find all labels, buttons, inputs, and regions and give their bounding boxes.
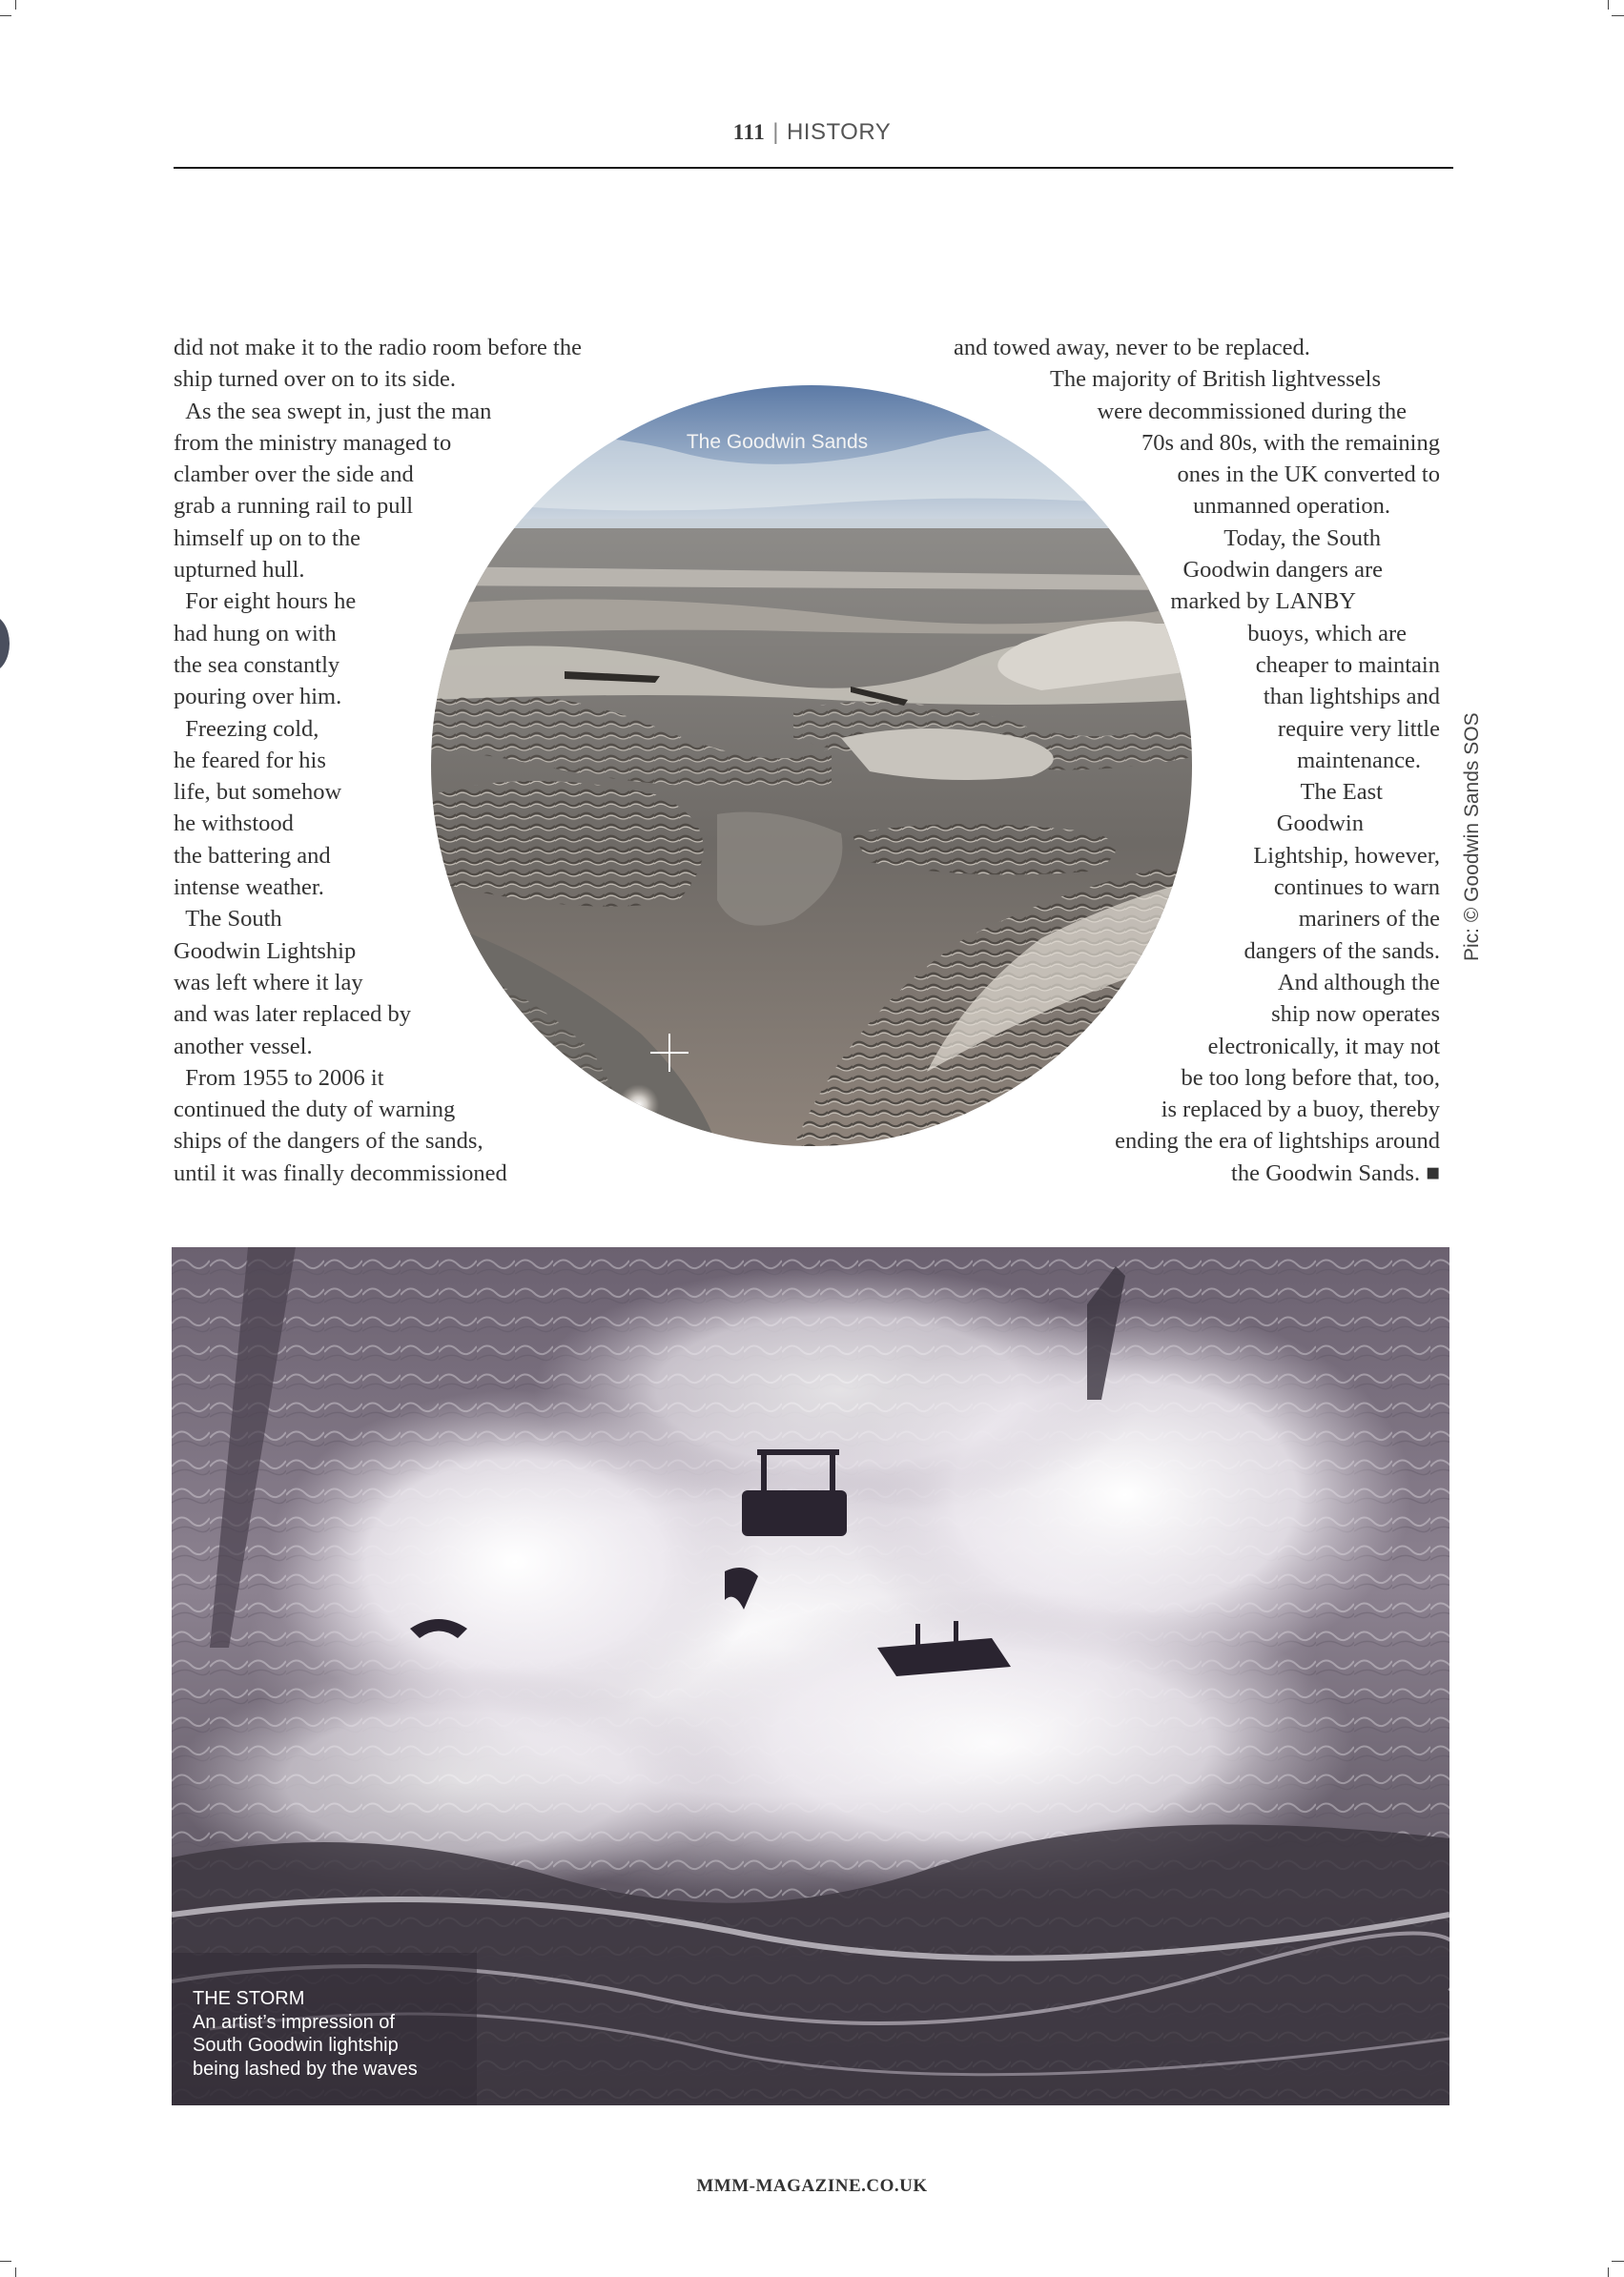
text-line: himself up on to the [174, 524, 360, 551]
text-line: As the sea swept in, just the man [174, 398, 492, 424]
text-line: had hung on with [174, 620, 337, 646]
text-line: and was later replaced by [174, 1001, 411, 1028]
photo-credit: Pic: © Goodwin Sands SOS [1461, 712, 1483, 961]
text-line: 70s and 80s, with the remaining [1141, 429, 1440, 456]
text-line: marked by LANBY [1170, 588, 1356, 615]
text-line: be too long before that, too, [1181, 1064, 1440, 1091]
sands-illustration [431, 385, 1192, 1146]
text-line: Today, the South [1223, 524, 1381, 551]
text-line: Freezing cold, [174, 715, 319, 742]
photo-label: The Goodwin Sands [686, 431, 869, 453]
text-line: electronically, it may not [1207, 1033, 1440, 1059]
text-line: than lightships and [1263, 684, 1440, 710]
text-line: the sea constantly [174, 651, 340, 678]
text-line: Goodwin [1276, 810, 1364, 837]
text-line: from the ministry managed to [174, 429, 452, 456]
text-line: cheaper to maintain [1255, 651, 1440, 678]
text-line: ship turned over on to its side. [174, 366, 457, 393]
text-line: intense weather. [174, 874, 324, 901]
crop-mark [1612, 15, 1624, 16]
registration-mark [0, 615, 10, 672]
text-line: mariners of the [1298, 906, 1440, 933]
storm-photo [172, 1247, 1449, 2105]
caption-title: THE STORM [193, 1988, 305, 2009]
text-line: upturned hull. [174, 557, 305, 584]
text-line: unmanned operation. [1193, 493, 1390, 520]
page-number: 111 [732, 120, 766, 144]
storm-illustration [172, 1247, 1449, 2105]
text-line: For eight hours he [174, 588, 357, 615]
caption-line: An artist’s impression of [193, 2011, 395, 2033]
text-line: Lightship, however, [1253, 842, 1440, 869]
text-line: is replaced by a buoy, thereby [1161, 1097, 1440, 1123]
header-rule [174, 167, 1453, 169]
text-line: dangers of the sands. [1244, 937, 1440, 964]
text-line: ones in the UK converted to [1177, 462, 1440, 488]
text-line: the Goodwin Sands. ■ [1231, 1159, 1440, 1186]
text-line: And although the [1277, 969, 1440, 995]
text-line: the battering and [174, 842, 331, 869]
crop-mark [1608, 2267, 1609, 2277]
text-line: Goodwin Lightship [174, 937, 357, 964]
text-line: ending the era of lightships around [1115, 1128, 1440, 1155]
footer-url: MMM-MAGAZINE.CO.UK [696, 2176, 928, 2196]
text-line: buoys, which are [1247, 620, 1407, 646]
text-line: The East [1300, 779, 1383, 806]
caption-line: being lashed by the waves [193, 2058, 418, 2080]
text-line: did not make it to the radio room before the [174, 335, 582, 360]
storm-caption [193, 1987, 418, 2081]
section-title: HISTORY [786, 119, 892, 145]
text-line: From 1955 to 2006 it [174, 1064, 384, 1091]
header-separator: | [772, 119, 779, 145]
text-line: ship now operates [1271, 1001, 1440, 1028]
crop-mark [1612, 2261, 1624, 2262]
text-line: pouring over him. [174, 684, 342, 710]
text-line: until it was finally decommissioned [174, 1159, 507, 1186]
text-line: The majority of British lightvessels [1049, 366, 1381, 393]
text-line: he withstood [174, 810, 294, 837]
text-line: clamber over the side and [174, 462, 414, 488]
text-line: require very little [1277, 715, 1440, 742]
text-line: and towed away, never to be replaced. [954, 335, 1310, 360]
goodwin-sands-photo [431, 385, 1192, 1146]
text-line: life, but somehow [174, 779, 342, 806]
crop-mark [1608, 0, 1609, 10]
page-header [0, 119, 1624, 146]
text-line: grab a running rail to pull [174, 493, 414, 520]
text-line: The South [174, 906, 282, 933]
text-line: Goodwin dangers are [1182, 557, 1383, 584]
text-line: was left where it lay [174, 969, 363, 995]
crop-mark [15, 0, 16, 10]
text-line: continued the duty of warning [174, 1097, 456, 1123]
crop-mark [0, 15, 11, 16]
text-line: were decommissioned during the [1097, 398, 1407, 424]
crop-mark [15, 2267, 16, 2277]
crop-mark [0, 2261, 11, 2262]
text-line: maintenance. [1297, 747, 1421, 773]
text-line: another vessel. [174, 1033, 313, 1059]
text-line: continues to warn [1273, 874, 1440, 901]
text-line: ships of the dangers of the sands, [174, 1128, 483, 1155]
caption-line: South Goodwin lightship [193, 2035, 399, 2056]
text-line: he feared for his [174, 747, 326, 773]
